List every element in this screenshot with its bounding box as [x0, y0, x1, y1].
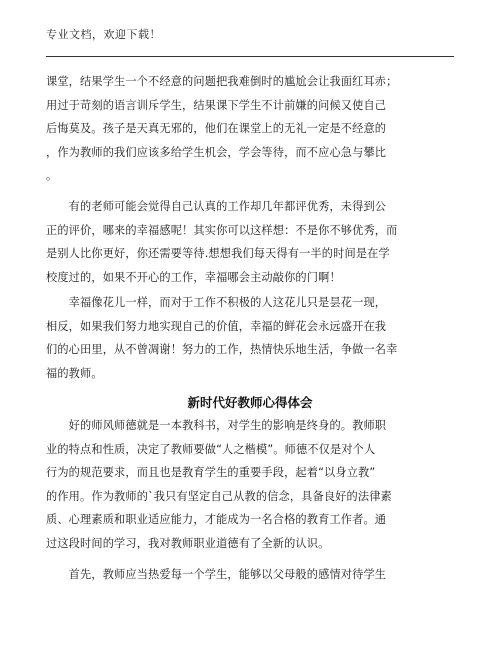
- text-line: 们的心田里，从不曾凋谢！努力的工作，热情快乐地生活，争做一名幸: [46, 343, 398, 356]
- text-line: 首先，教师应当热爱每一个学生，能够以父母般的感情对待学生: [46, 568, 387, 581]
- text-line: 相反，如果我们努力地实现自己的价值，幸福的鲜花会永远盛开在我: [46, 319, 387, 333]
- text-line: 课堂，结果学生一个不经意的问题把我难倒时的尴尬会让我面红耳赤；: [46, 75, 398, 88]
- paragraph-2: [46, 195, 460, 289]
- page-header: 专业文档，欢迎下载！: [46, 28, 161, 41]
- text-line: 行为的规范要求，而且也是教育学生的重要手段，起着“以身立教”: [46, 466, 376, 479]
- text-line: 。: [46, 169, 58, 182]
- paragraph-5: [46, 563, 460, 587]
- text-line: 用过于苛刻的语言训斥学生，结果课下学生不计前嫌的问候又使自己: [46, 98, 387, 112]
- text-line: 好的师风师德就是一本教科书，对学生的影响是终身的。教师职: [46, 419, 387, 432]
- text-line: 幸福像花儿一样，而对于工作不积极的人这花儿只是昙花一现，: [46, 296, 387, 309]
- text-line: 校度过的，如果不开心的工作，幸福哪会主动敲你的门啊！: [46, 270, 341, 284]
- text-line: 后悔莫及。孩子是天真无邪的，他们在课堂上的无礼一定是不经意的: [46, 122, 387, 135]
- section-title: 新时代好教师心得体会: [187, 395, 313, 410]
- text-line: 是别人比你更好，你还需要等待.想想我们每天得有一半的时间是在学: [46, 247, 390, 260]
- text-line: 质、心理素质和职业适应能力，才能成为一名合格的教育工作者。通: [46, 513, 387, 526]
- paragraph-3: [46, 291, 460, 385]
- text-line: 过这段时间的学习，我对教师职业道德有了全新的认识。: [46, 536, 330, 550]
- text-line: 正的评价，哪来的幸福感呢！其实你可以这样想：不是你不够优秀，而: [46, 223, 398, 237]
- paragraph-1: [46, 70, 460, 188]
- text-line: ，作为教师的我们应该多给学生机会，学会等待，而不应心急与攀比: [46, 145, 387, 159]
- paragraph-4: [46, 414, 460, 555]
- text-line: 有的老师可能会觉得自己认真的工作却几年都评优秀，未得到公: [46, 200, 387, 213]
- header-divider: [46, 56, 454, 57]
- text-line: 业的特点和性质，决定了教师要做“人之楷模”。师德不仅是对个人: [46, 442, 376, 456]
- text-line: 的作用。作为教师的`我只有坚定自己从教的信念，具备良好的法律素: [46, 489, 392, 503]
- text-line: 福的教师。: [46, 366, 103, 380]
